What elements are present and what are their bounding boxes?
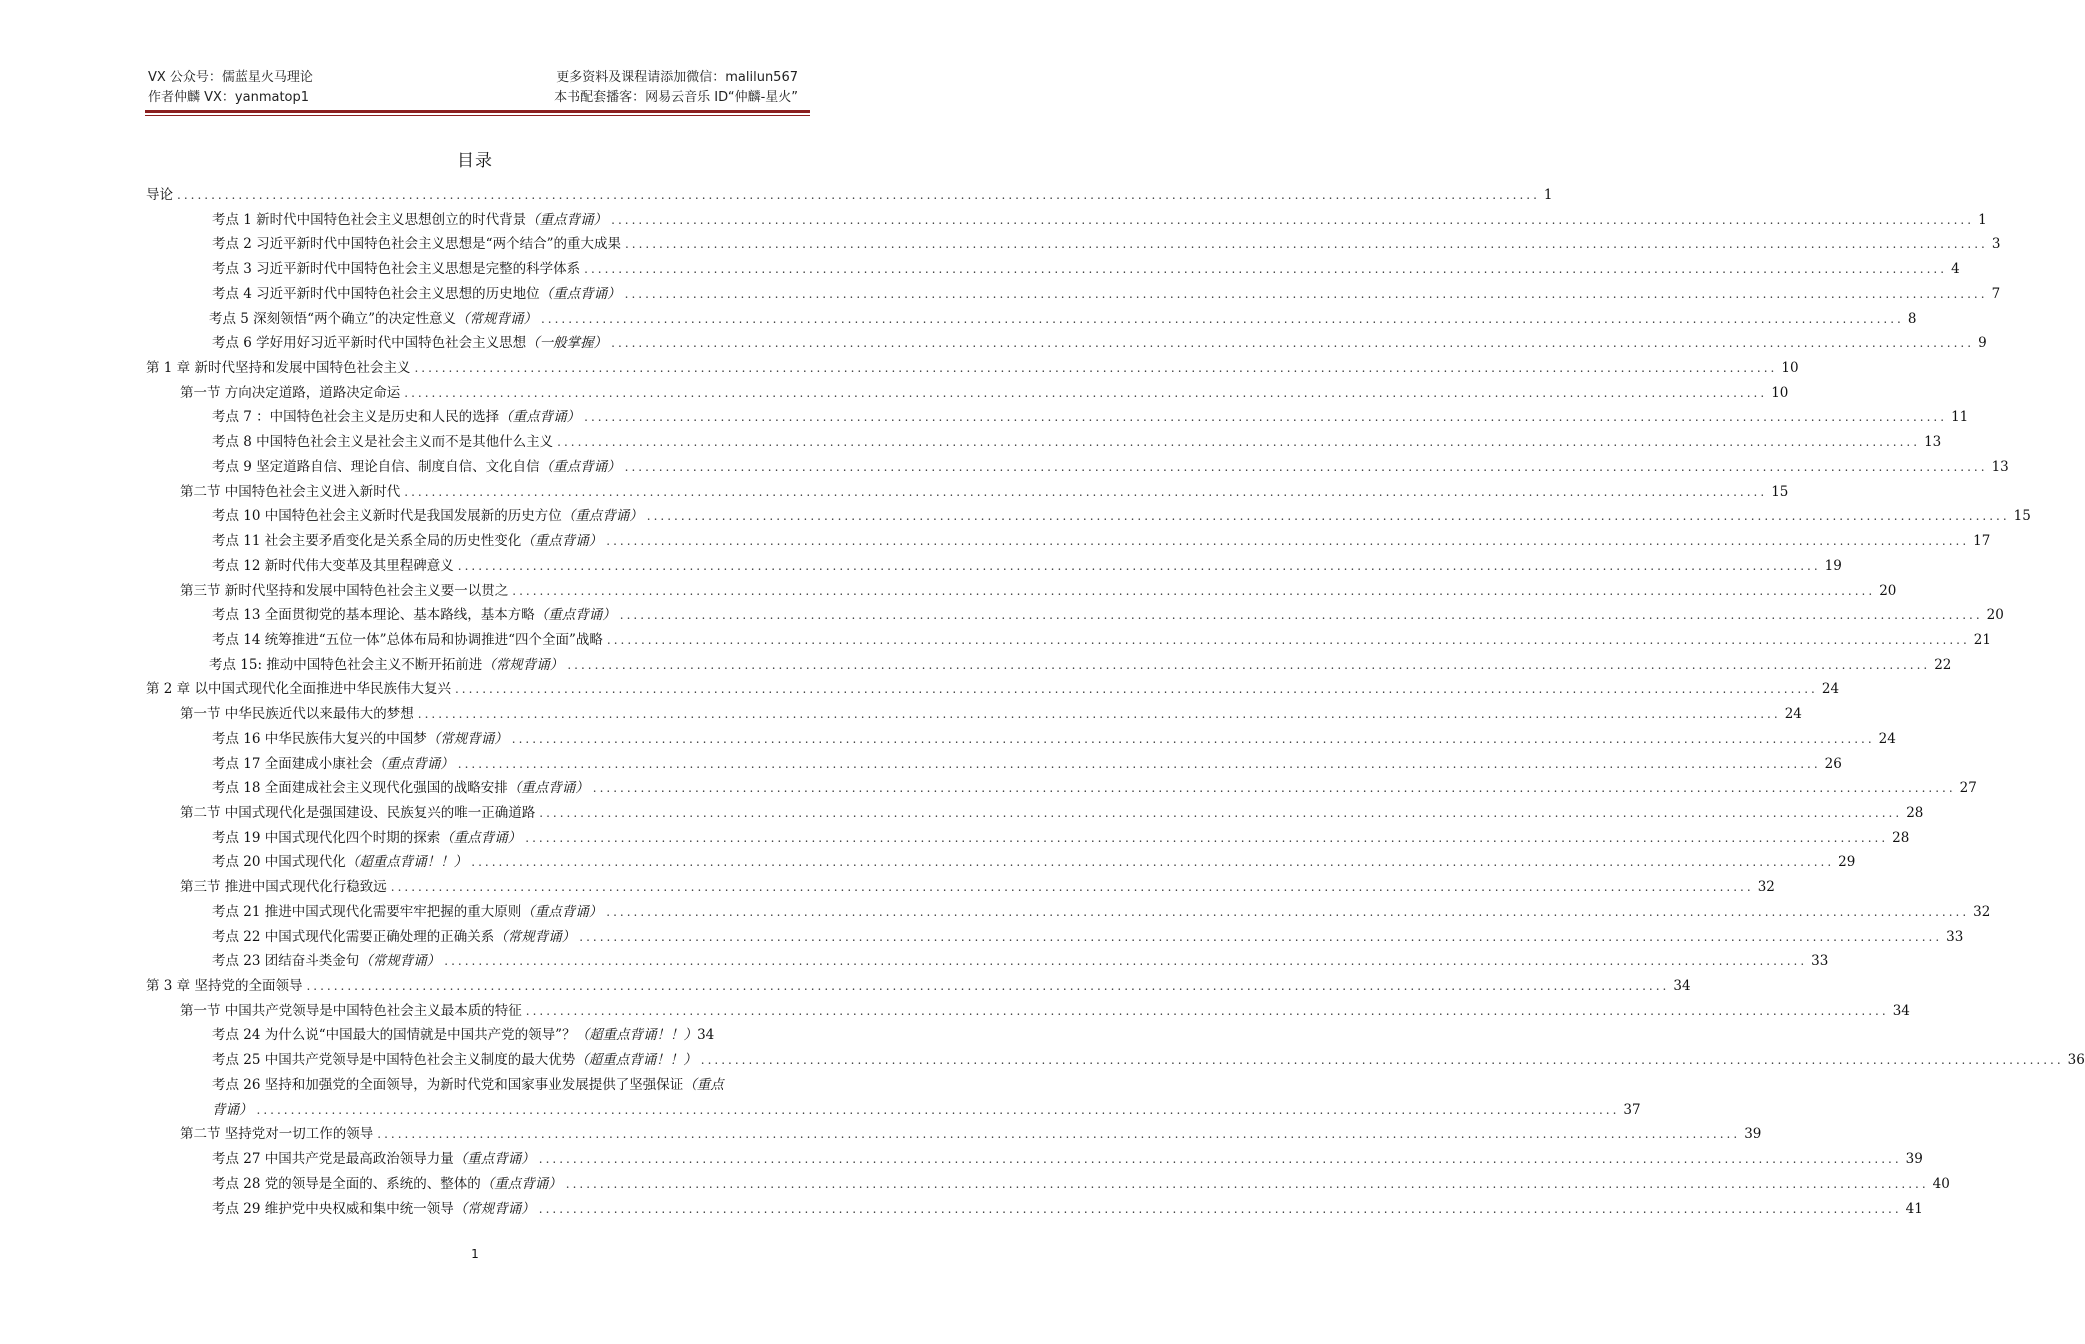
header-author: 作者仲麟 VX：yanmatop1 [148,90,310,105]
toc-entry[interactable]: 第二节 中国特色社会主义进入新时代 ........................................................................................................................................................................................................ 15 [180,483,1789,500]
toc-entry[interactable]: 考点 27 中国共产党是最高政治领导力量（重点背诵） ........................................................................................................................................................................................................ 39 [212,1151,1923,1168]
header-wechat-account: VX 公众号：儒蓝星火马理论 [148,70,313,85]
toc-entry[interactable]: 第二节 中国式现代化是强国建设、民族复兴的唯一正确道路 ........................................................................................................................................................................................................ 28 [180,805,1924,821]
toc-title: 目录 [457,151,493,171]
toc-entry[interactable]: 第 3 章 坚持党的全面领导 ........................................................................................................................................................................................................ 34 [146,978,1691,995]
toc-entry[interactable]: 考点 19 中国式现代化四个时期的探索（重点背诵） ........................................................................................................................................................................................................ 28 [212,829,1910,846]
toc-entry[interactable]: 考点 13 全面贯彻党的基本理论、基本路线，基本方略（重点背诵） ........................................................................................................................................................................................................ 20 [212,607,2004,624]
toc-entry-wrapped-first[interactable]: 考点 26 坚持和加强党的全面领导，为新时代党和国家事业发展提供了坚强保证（重点 [212,1076,724,1093]
toc-entry[interactable]: 考点 21 推进中国式现代化需要牢牢把握的重大原则（重点背诵） ........................................................................................................................................................................................................ 32 [212,903,1991,920]
toc-entry[interactable]: 第 1 章 新时代坚持和发展中国特色社会主义 ........................................................................................................................................................................................................ 10 [146,360,1799,377]
toc-entry[interactable]: 考点 20 中国式现代化（超重点背诵！！） ........................................................................................................................................................................................................ 29 [212,854,1856,871]
toc-entry[interactable]: 第一节 中华民族近代以来最伟大的梦想 ........................................................................................................................................................................................................ 24 [180,706,1802,723]
toc-entry-wrapped-second[interactable]: 背诵） ........................................................................................................................................................................................................ 37 [212,1101,1641,1118]
toc-entry[interactable]: 考点 28 党的领导是全面的、系统的、整体的（重点背诵） ........................................................................................................................................................................................................ 40 [212,1175,1950,1192]
toc-entry[interactable]: 考点 14 统筹推进“五位一体”总体布局和协调推进“四个全面”战略 ........................................................................................................................................................................................................ 21 [212,631,1991,648]
toc-entry[interactable]: 考点 10 中国特色社会主义新时代是我国发展新的历史方位（重点背诵） ........................................................................................................................................................................................................ 15 [212,508,2031,525]
toc-entry[interactable]: 考点 11 社会主要矛盾变化是关系全局的历史性变化（重点背诵） ........................................................................................................................................................................................................ 17 [212,533,1991,550]
toc-entry[interactable]: 考点 18 全面建成社会主义现代化强国的战略安排（重点背诵） ........................................................................................................................................................................................................ 27 [212,780,1977,797]
toc-entry[interactable]: 考点 8 中国特色社会主义是社会主义而不是其他什么主义 ........................................................................................................................................................................................................ 13 [212,434,1942,451]
toc-entry[interactable]: 考点 15: 推动中国特色社会主义不断开拓前进（常规背诵） ........................................................................................................................................................................................................ 22 [209,656,1952,673]
toc-entry[interactable]: 考点 4 习近平新时代中国特色社会主义思想的历史地位（重点背诵） ........................................................................................................................................................................................................ 7 [212,285,2001,302]
toc-entry[interactable]: 考点 2 习近平新时代中国特色社会主义思想是“两个结合”的重大成果 ........................................................................................................................................................................................................ 3 [212,236,2001,253]
toc-entry[interactable]: 考点 6 学好用好习近平新时代中国特色社会主义思想（一般掌握） ........................................................................................................................................................................................................ 9 [212,335,1987,352]
toc-entry[interactable]: 考点 9 坚定道路自信、理论自信、制度自信、文化自信（重点背诵） ........................................................................................................................................................................................................ 13 [212,458,2009,475]
toc-entry[interactable]: 考点 25 中国共产党领导是中国特色社会主义制度的最大优势（超重点背诵！！） ........................................................................................................................................................................................................ 36 [212,1052,2085,1069]
header-more-materials: 更多资料及课程请添加微信：malilun567 [556,70,798,85]
page-number: 1 [471,1247,479,1261]
toc-entry[interactable]: 第三节 推进中国式现代化行稳致远 ........................................................................................................................................................................................................ 32 [180,879,1775,896]
toc-entry[interactable]: 第一节 中国共产党领导是中国特色社会主义最本质的特征 ........................................................................................................................................................................................................ 34 [180,1002,1910,1019]
toc-entry[interactable]: 考点 23 团结奋斗类金句（常规背诵） ........................................................................................................................................................................................................ 33 [212,953,1829,970]
toc-entry[interactable]: 考点 12 新时代伟大变革及其里程碑意义 ........................................................................................................................................................................................................ 19 [212,557,1842,574]
toc-entry[interactable]: 第一节 方向决定道路，道路决定命运 ........................................................................................................................................................................................................ 10 [180,384,1789,401]
toc-entry[interactable]: 考点 3 习近平新时代中国特色社会主义思想是完整的科学体系 ........................................................................................................................................................................................................ 4 [212,261,1960,278]
toc-entry[interactable]: 考点 16 中华民族伟大复兴的中国梦（常规背诵） ........................................................................................................................................................................................................ 24 [212,730,1896,747]
toc-entry[interactable]: 考点 29 维护党中央权威和集中统一领导（常规背诵） ........................................................................................................................................................................................................ 41 [212,1200,1923,1217]
header-divider-thin [145,115,810,116]
toc-entry[interactable]: 第三节 新时代坚持和发展中国特色社会主义要一以贯之 ........................................................................................................................................................................................................ 20 [180,582,1897,599]
toc-entry[interactable]: 考点 22 中国式现代化需要正确处理的正确关系（常规背诵） ........................................................................................................................................................................................................ 33 [212,928,1964,945]
toc-entry[interactable]: 考点 7 ：中国特色社会主义是历史和人民的选择（重点背诵） ........................................................................................................................................................................................................ 11 [212,409,1969,426]
toc-entry[interactable]: 考点 5 深刻领悟“两个确立”的决定性意义（常规背诵） ........................................................................................................................................................................................................ 8 [209,310,1917,327]
header-podcast: 本书配套播客：网易云音乐 ID“仲麟-星火” [554,90,798,105]
toc-entry[interactable]: 第二节 坚持党对一切工作的领导 ........................................................................................................................................................................................................ 39 [180,1126,1762,1143]
toc-entry[interactable]: 导论 ........................................................................................................................................................................................................ 1 [146,187,1553,203]
toc-entry[interactable]: 考点 1 新时代中国特色社会主义思想创立的时代背景（重点背诵） ........................................................................................................................................................................................................ 1 [212,211,1987,228]
toc-entry[interactable]: 考点 17 全面建成小康社会（重点背诵） ........................................................................................................................................................................................................ 26 [212,755,1842,772]
header-divider-thick [145,110,810,113]
toc-entry[interactable]: 考点 24 为什么说“中国最大的国情就是中国共产党的领导”？（超重点背诵！！） 34 [212,1027,715,1044]
toc-entry[interactable]: 第 2 章 以中国式现代化全面推进中华民族伟大复兴 ........................................................................................................................................................................................................ 24 [146,681,1840,698]
